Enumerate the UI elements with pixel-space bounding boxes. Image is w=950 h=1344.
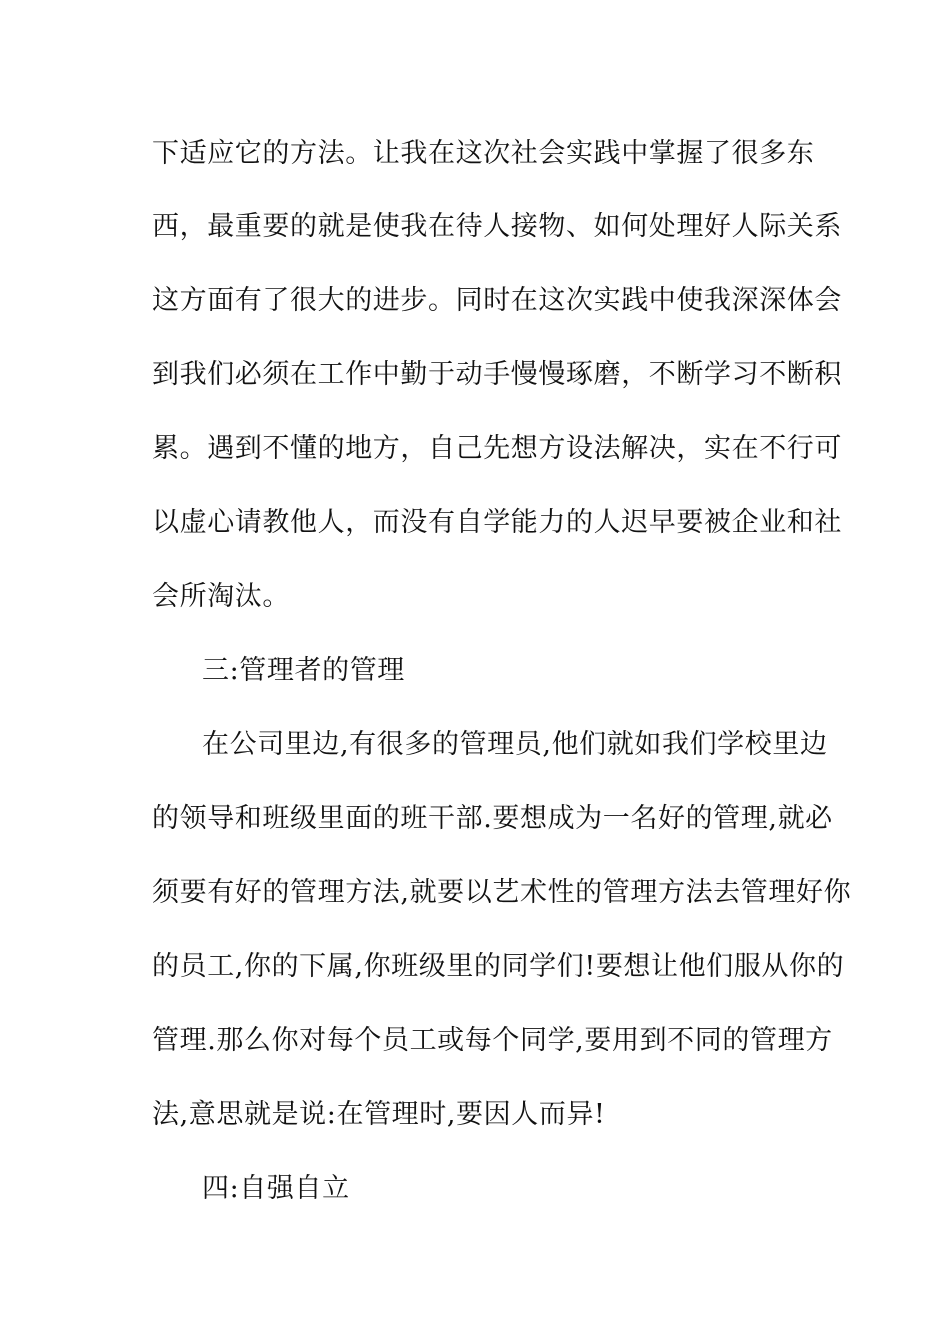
paragraph-line: 累。遇到不懂的地方，自己先想方设法解决，实在不行可	[152, 433, 842, 464]
paragraph-line: 西，最重要的就是使我在待人接物、如何处理好人际关系	[152, 211, 842, 242]
paragraph-line: 的领导和班级里面的班干部.要想成为一名好的管理,就必	[152, 803, 833, 834]
paragraph-line: 的员工,你的下属,你班级里的同学们!要想让他们服从你的	[152, 951, 845, 982]
paragraph-line: 这方面有了很大的进步。同时在这次实践中使我深深体会	[152, 285, 842, 316]
paragraph-line: 在公司里边,有很多的管理员,他们就如我们学校里边	[202, 729, 828, 760]
paragraph-line: 以虚心请教他人，而没有自学能力的人迟早要被企业和社	[152, 507, 842, 538]
paragraph-line: 法,意思就是说:在管理时,要因人而异!	[152, 1099, 606, 1130]
section-heading: 四:自强自立	[202, 1173, 350, 1204]
paragraph-line: 到我们必须在工作中勤于动手慢慢琢磨，不断学习不断积	[152, 359, 842, 390]
section-heading: 三:管理者的管理	[202, 655, 405, 686]
paragraph-line: 须要有好的管理方法,就要以艺术性的管理方法去管理好你	[152, 877, 852, 908]
paragraph-line: 会所淘汰。	[152, 581, 290, 612]
paragraph-line: 下适应它的方法。让我在这次社会实践中掌握了很多东	[152, 138, 815, 169]
paragraph-line: 管理.那么你对每个员工或每个同学,要用到不同的管理方	[152, 1025, 833, 1056]
